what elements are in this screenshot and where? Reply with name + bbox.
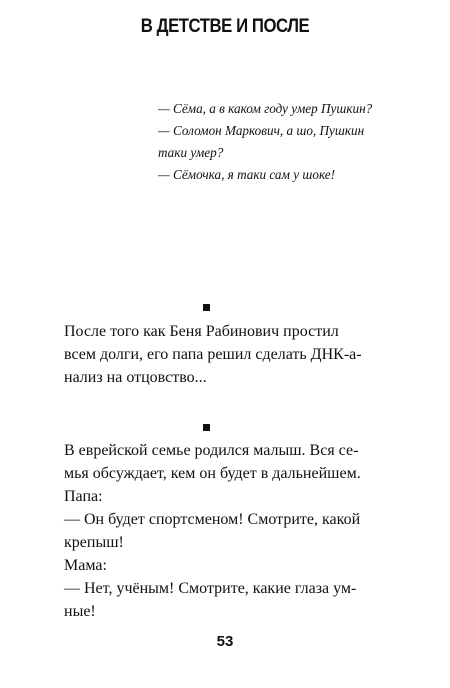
epigraph-line: — Сёмочка, я таки сам у шоке!: [158, 167, 336, 182]
epigraph-line: — Соломон Маркович, а шо, Пушкин: [158, 123, 365, 138]
joke-line: мья обсуждает, кем он будет в дальнейшем.: [64, 465, 361, 482]
joke-line: В еврейской семье родился малыш. Вся се-: [64, 442, 359, 459]
section-separator: [203, 304, 210, 311]
epigraph-dialogue: [158, 98, 398, 186]
joke-paragraph: [64, 320, 392, 389]
section-separator: [203, 424, 210, 431]
joke-paragraph: [64, 439, 392, 623]
joke-line: После того как Беня Рабинович простил: [64, 323, 339, 340]
joke-line: нализ на отцовство...: [64, 369, 207, 386]
joke-line: — Он будет спортсменом! Смотрите, какой: [64, 511, 361, 528]
running-title: В ДЕТСТВЕ И ПОСЛЕ: [140, 16, 310, 37]
joke-line: Папа:: [64, 488, 103, 505]
joke-line: крепыш!: [64, 534, 124, 551]
joke-line: Мама:: [64, 557, 107, 574]
joke-line: — Нет, учёным! Смотрите, какие глаза ум-: [64, 580, 357, 597]
epigraph-line: — Сёма, а в каком году умер Пушкин?: [158, 101, 373, 116]
page-number: 53: [216, 633, 234, 650]
joke-line: ные!: [64, 603, 96, 620]
joke-line: всем долги, его папа решил сделать ДНК-а-: [64, 346, 362, 363]
epigraph-line: таки умер?: [158, 145, 224, 160]
